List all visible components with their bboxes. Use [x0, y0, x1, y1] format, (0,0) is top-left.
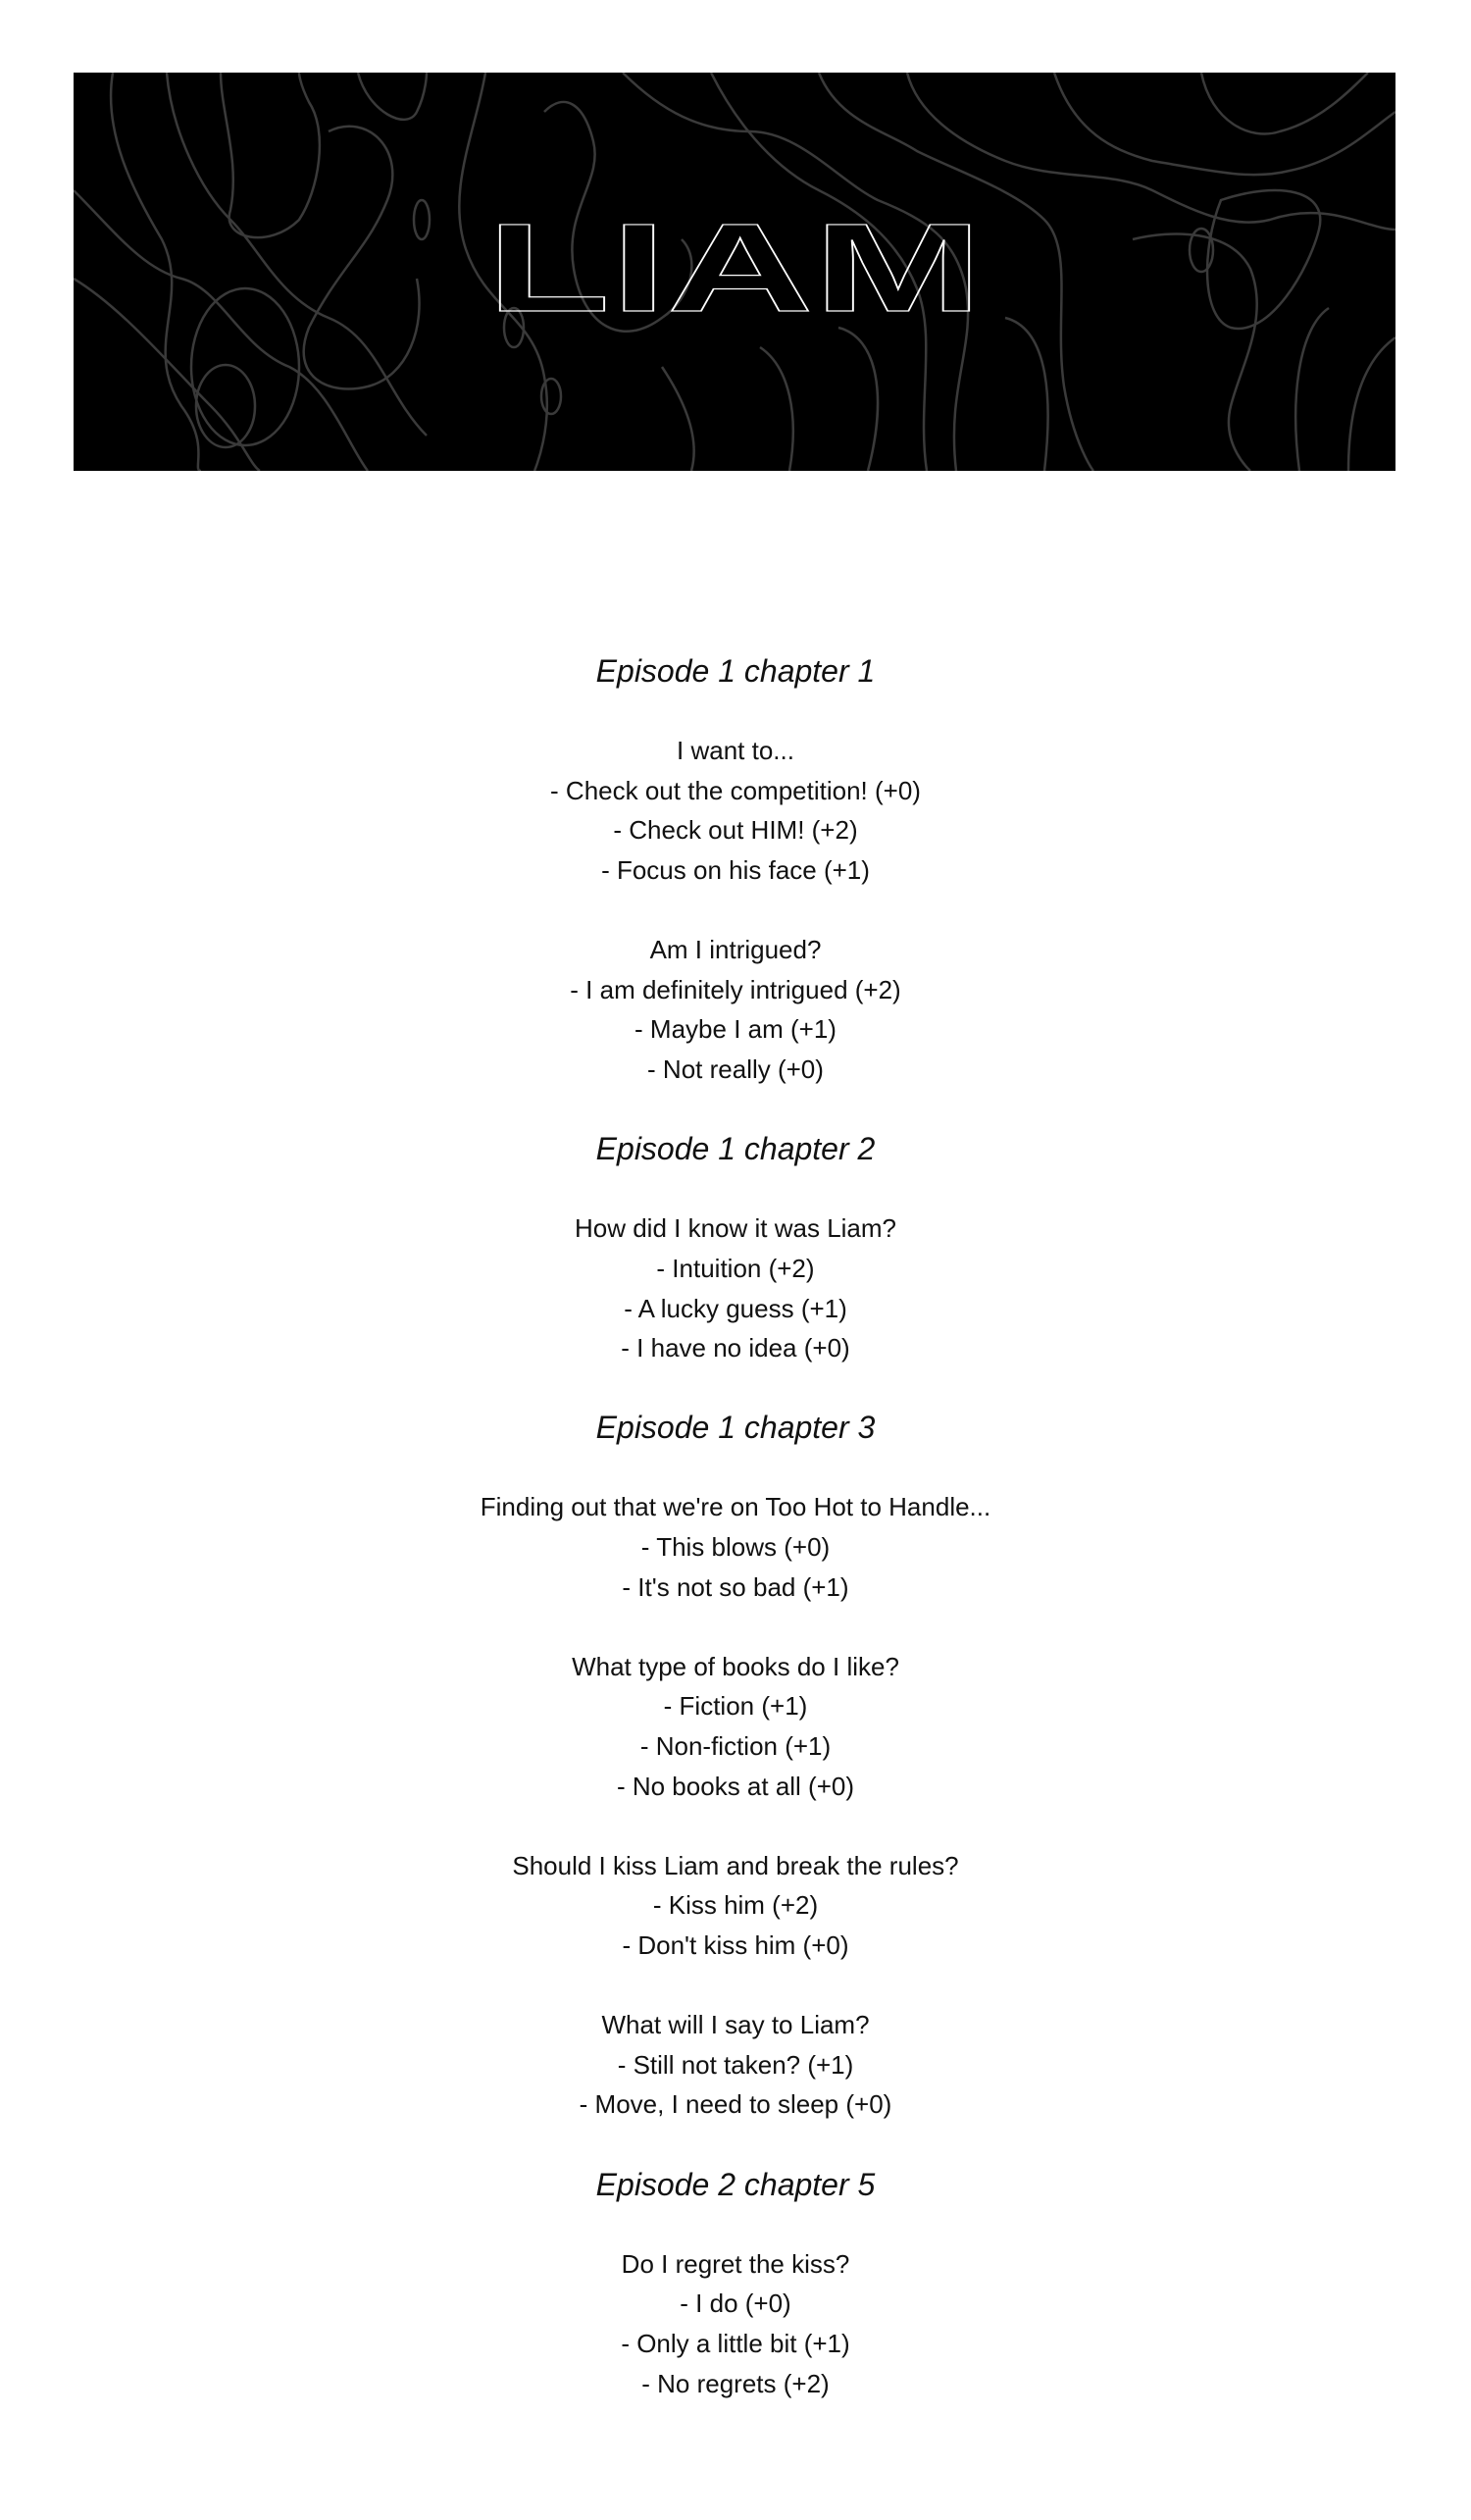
episode-heading: Episode 2 chapter 5	[595, 2166, 876, 2202]
question-text: Finding out that we're on Too Hot to Handle...	[480, 1492, 991, 1522]
question-text: What will I say to Liam?	[601, 2010, 870, 2040]
question-text: Should I kiss Liam and break the rules?	[512, 1850, 959, 1880]
spacer	[0, 2204, 1471, 2244]
question-text: How did I know it was Liam?	[574, 1213, 897, 1244]
answer-option: - A lucky guess (+1)	[624, 1293, 847, 1323]
answer-option: - I have no idea (+0)	[621, 1333, 850, 1363]
answer-option: - Don't kiss him (+0)	[622, 1930, 849, 1960]
question-text: I want to...	[677, 736, 794, 766]
answer-option: - Still not taken? (+1)	[617, 2049, 854, 2080]
answer-option: - Check out the competition! (+0)	[550, 775, 921, 805]
answer-option: - I am definitely intrigued (+2)	[570, 974, 901, 1004]
question-text: Do I regret the kiss?	[621, 2248, 850, 2279]
answer-option: - Focus on his face (+1)	[601, 854, 870, 885]
answer-option: - Move, I need to sleep (+0)	[579, 2089, 892, 2120]
answer-option: - No books at all (+0)	[616, 1771, 855, 1801]
episode-heading: Episode 1 chapter 2	[595, 1131, 876, 1167]
spacer	[0, 692, 1471, 732]
answer-option: - Not really (+0)	[647, 1054, 824, 1084]
episode-heading: Episode 1 chapter 3	[595, 1410, 876, 1446]
spacer	[0, 2125, 1471, 2165]
spacer	[0, 1448, 1471, 1488]
answer-option: - Kiss him (+2)	[652, 1890, 819, 1921]
spacer	[0, 1806, 1471, 1846]
question-text: What type of books do I like?	[572, 1651, 899, 1681]
answer-option: - I do (+0)	[680, 2289, 791, 2319]
spacer	[0, 1169, 1471, 1209]
answer-option: - Check out HIM! (+2)	[613, 815, 858, 846]
answer-option: - Intuition (+2)	[656, 1253, 815, 1283]
banner-title: LIAM	[486, 198, 983, 338]
answer-option: - No regrets (+2)	[641, 2368, 830, 2398]
spacer	[0, 1966, 1471, 2006]
answer-option: - Fiction (+1)	[663, 1691, 808, 1722]
question-text: Am I intrigued?	[649, 935, 822, 965]
spacer	[0, 1090, 1471, 1130]
answer-option: - This blows (+0)	[640, 1532, 831, 1563]
header-banner	[74, 73, 1395, 471]
answer-option: - Only a little bit (+1)	[621, 2328, 850, 2358]
spacer	[0, 891, 1471, 931]
episode-heading: Episode 1 chapter 1	[595, 653, 876, 689]
answer-option: - Non-fiction (+1)	[639, 1731, 832, 1762]
choices-guide	[0, 651, 1471, 2403]
spacer	[0, 1368, 1471, 1409]
spacer	[0, 1607, 1471, 1647]
answer-option: - Maybe I am (+1)	[634, 1014, 837, 1045]
topographic-pattern	[74, 73, 1395, 471]
answer-option: - It's not so bad (+1)	[622, 1571, 849, 1602]
